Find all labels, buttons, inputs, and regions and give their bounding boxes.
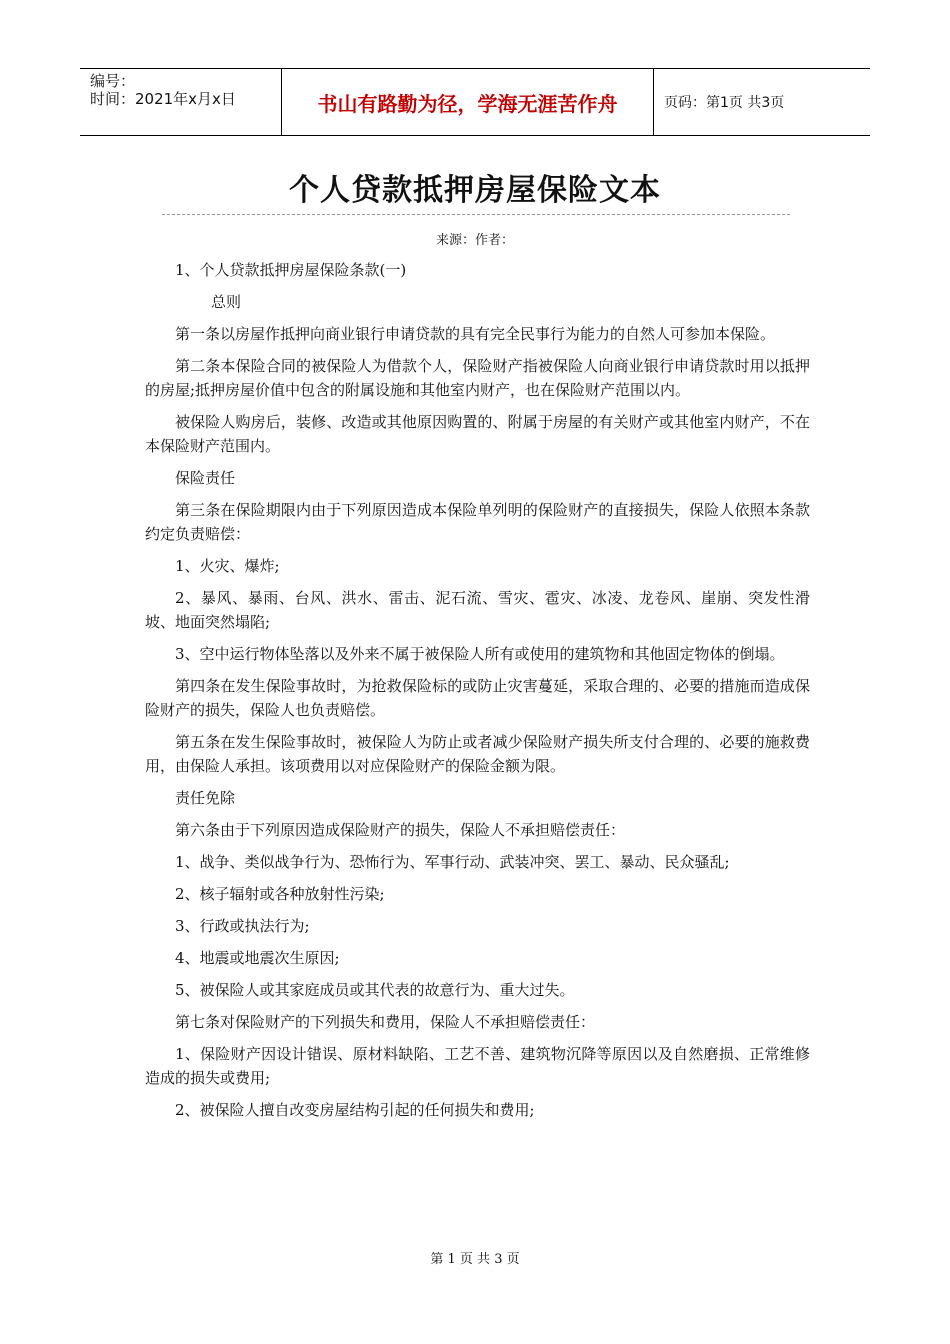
list-item: 1、保险财产因设计错误、原材料缺陷、工艺不善、建筑物沉降等原因以及自然磨损、正常维修造成的损失或费用; xyxy=(145,1045,810,1087)
paragraph: 第四条在发生保险事故时，为抢救保险标的或防止灾害蔓延，采取合理的、必要的措施而造成保险财产的损失，保险人也负责赔偿。 xyxy=(145,677,810,719)
title-divider xyxy=(162,214,790,215)
header-motto: 书山有路勤为径，学海无涯苦作舟 xyxy=(281,69,654,135)
list-item: 2、核子辐射或各种放射性污染; xyxy=(175,885,385,903)
list-item: 1、火灾、爆炸; xyxy=(175,557,280,575)
list-item: 3、空中运行物体坠落以及外来不属于被保险人所有或使用的建筑物和其他固定物体的倒塌。 xyxy=(175,645,785,663)
list-item: 2、被保险人擅自改变房屋结构引起的任何损失和费用; xyxy=(175,1101,535,1119)
header-meta xyxy=(80,69,281,135)
number-label: 编号： xyxy=(90,72,136,90)
list-item: 1、战争、类似战争行为、恐怖行为、军事行动、武装冲突、罢工、暴动、民众骚乱; xyxy=(175,853,730,871)
section-heading: 总则 xyxy=(211,293,242,311)
paragraph: 第五条在发生保险事故时，被保险人为防止或者减少保险财产损失所支付合理的、必要的施救费用，由保险人承担。该项费用以对应保险财产的保险金额为限。 xyxy=(145,733,810,775)
section-heading: 责任免除 xyxy=(175,789,236,807)
document-body xyxy=(145,258,810,1130)
page-footer: 第 1 页 共 3 页 xyxy=(430,1252,520,1267)
time-label: 时间：2021年x月x日 xyxy=(90,90,236,108)
paragraph: 被保险人购房后，装修、改造或其他原因购置的、附属于房屋的有关财产或其他室内财产，不在本保险财产范围内。 xyxy=(145,413,810,455)
paragraph: 1、个人贷款抵押房屋保险条款(一) xyxy=(175,261,407,279)
paragraph: 第六条由于下列原因造成保险财产的损失，保险人不承担赔偿责任： xyxy=(175,821,626,839)
document-header xyxy=(80,68,870,136)
list-item: 2、暴风、暴雨、台风、洪水、雷击、泥石流、雪灾、雹灾、冰凌、龙卷风、崖崩、突发性滑坡、地面突然塌陷; xyxy=(145,589,810,631)
paragraph: 第一条以房屋作抵押向商业银行申请贷款的具有完全民事行为能力的自然人可参加本保险。 xyxy=(175,325,776,343)
source-line: 来源：作者： xyxy=(435,233,514,248)
paragraph: 第二条本保险合同的被保险人为借款个人，保险财产指被保险人向商业银行申请贷款时用以抵押的房屋;抵押房屋价值中包含的附属设施和其他室内财产，也在保险财产范围以内。 xyxy=(145,357,810,399)
list-item: 3、行政或执法行为; xyxy=(175,917,310,935)
paragraph: 第三条在保险期限内由于下列原因造成本保险单列明的保险财产的直接损失，保险人依照本条款约定负责赔偿： xyxy=(145,501,810,543)
list-item: 5、被保险人或其家庭成员或其代表的故意行为、重大过失。 xyxy=(175,981,575,999)
document-title: 个人贷款抵押房屋保险文本 xyxy=(289,173,661,208)
header-page-info: 页码：第1页 共3页 xyxy=(664,95,785,111)
list-item: 4、地震或地震次生原因; xyxy=(175,949,340,967)
paragraph: 第七条对保险财产的下列损失和费用，保险人不承担赔偿责任： xyxy=(175,1013,596,1031)
section-heading: 保险责任 xyxy=(175,469,236,487)
